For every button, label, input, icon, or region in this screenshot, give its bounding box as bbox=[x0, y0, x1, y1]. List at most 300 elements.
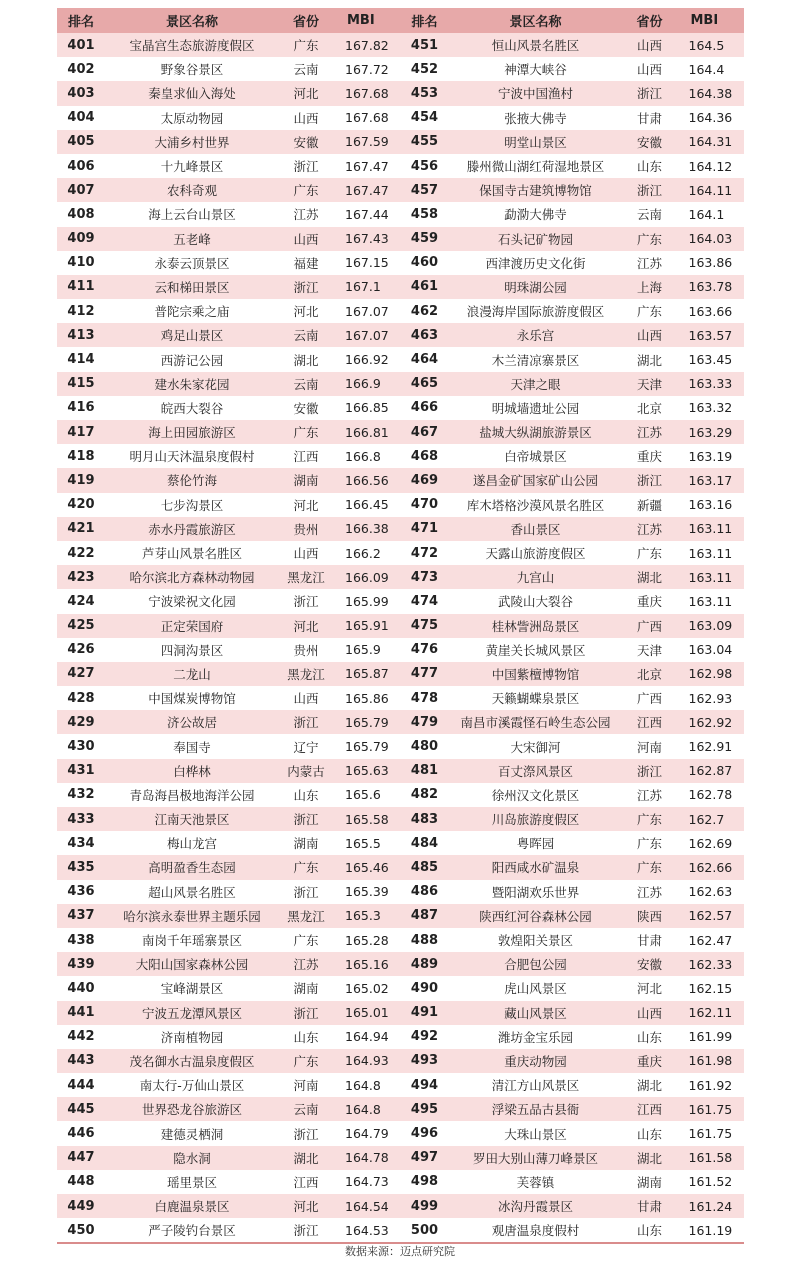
rank-left: 418 bbox=[57, 444, 105, 468]
province-left: 广东 bbox=[279, 420, 333, 444]
mbi-left: 166.38 bbox=[333, 517, 401, 541]
rank-right: 478 bbox=[401, 686, 449, 710]
mbi-left: 165.46 bbox=[333, 855, 401, 879]
rank-left: 449 bbox=[57, 1194, 105, 1218]
scenic-name-left: 建德灵栖洞 bbox=[105, 1121, 279, 1145]
province-right: 甘肃 bbox=[623, 928, 677, 952]
rank-right: 474 bbox=[401, 589, 449, 613]
scenic-name-left: 宁波梁祝文化园 bbox=[105, 589, 279, 613]
rank-left: 412 bbox=[57, 299, 105, 323]
mbi-left: 166.2 bbox=[333, 541, 401, 565]
header-province-left: 省份 bbox=[279, 8, 333, 33]
province-right: 江苏 bbox=[623, 420, 677, 444]
scenic-name-left: 赤水丹霞旅游区 bbox=[105, 517, 279, 541]
mbi-left: 164.94 bbox=[333, 1025, 401, 1049]
rank-right: 498 bbox=[401, 1170, 449, 1194]
province-left: 云南 bbox=[279, 57, 333, 81]
table-row bbox=[57, 323, 744, 347]
mbi-right: 161.52 bbox=[677, 1170, 745, 1194]
mbi-right: 162.33 bbox=[677, 952, 745, 976]
province-left: 安徽 bbox=[279, 396, 333, 420]
mbi-left: 164.79 bbox=[333, 1121, 401, 1145]
table-row bbox=[57, 154, 744, 178]
scenic-name-left: 鸡足山景区 bbox=[105, 323, 279, 347]
rank-left: 448 bbox=[57, 1170, 105, 1194]
rank-right: 480 bbox=[401, 734, 449, 758]
province-right: 广东 bbox=[623, 299, 677, 323]
scenic-name-right: 明城墙遗址公园 bbox=[449, 396, 623, 420]
province-right: 北京 bbox=[623, 662, 677, 686]
mbi-left: 164.54 bbox=[333, 1194, 401, 1218]
mbi-right: 162.57 bbox=[677, 904, 745, 928]
header-rank-right: 排名 bbox=[401, 8, 449, 33]
table-row bbox=[57, 347, 744, 371]
mbi-right: 162.98 bbox=[677, 662, 745, 686]
header-row bbox=[57, 8, 744, 33]
scenic-name-left: 梅山龙宫 bbox=[105, 831, 279, 855]
rank-left: 402 bbox=[57, 57, 105, 81]
province-right: 河南 bbox=[623, 734, 677, 758]
table-row bbox=[57, 1218, 744, 1243]
province-left: 河北 bbox=[279, 493, 333, 517]
mbi-right: 161.58 bbox=[677, 1146, 745, 1170]
province-right: 江西 bbox=[623, 710, 677, 734]
mbi-right: 164.4 bbox=[677, 57, 745, 81]
mbi-left: 167.47 bbox=[333, 178, 401, 202]
mbi-left: 165.99 bbox=[333, 589, 401, 613]
rank-right: 470 bbox=[401, 493, 449, 517]
table-row bbox=[57, 1049, 744, 1073]
scenic-name-right: 保国寺古建筑博物馆 bbox=[449, 178, 623, 202]
header-name-left: 景区名称 bbox=[105, 8, 279, 33]
scenic-name-left: 哈尔滨北方森林动物园 bbox=[105, 565, 279, 589]
scenic-name-left: 瑶里景区 bbox=[105, 1170, 279, 1194]
mbi-right: 162.47 bbox=[677, 928, 745, 952]
province-right: 甘肃 bbox=[623, 106, 677, 130]
province-left: 黑龙江 bbox=[279, 565, 333, 589]
province-right: 安徽 bbox=[623, 130, 677, 154]
scenic-name-left: 宁波五龙潭风景区 bbox=[105, 1001, 279, 1025]
rank-left: 417 bbox=[57, 420, 105, 444]
mbi-right: 162.78 bbox=[677, 783, 745, 807]
scenic-name-left: 世界恐龙谷旅游区 bbox=[105, 1097, 279, 1121]
rank-left: 441 bbox=[57, 1001, 105, 1025]
rank-right: 468 bbox=[401, 444, 449, 468]
scenic-name-right: 潍坊金宝乐园 bbox=[449, 1025, 623, 1049]
table-row bbox=[57, 734, 744, 758]
scenic-name-left: 建水朱家花园 bbox=[105, 372, 279, 396]
mbi-right: 164.31 bbox=[677, 130, 745, 154]
province-right: 湖北 bbox=[623, 1146, 677, 1170]
province-left: 浙江 bbox=[279, 807, 333, 831]
scenic-name-left: 济南植物园 bbox=[105, 1025, 279, 1049]
rank-left: 413 bbox=[57, 323, 105, 347]
rank-left: 424 bbox=[57, 589, 105, 613]
province-left: 湖南 bbox=[279, 468, 333, 492]
scenic-name-right: 大宋御河 bbox=[449, 734, 623, 758]
province-left: 河北 bbox=[279, 1194, 333, 1218]
mbi-right: 162.87 bbox=[677, 759, 745, 783]
scenic-name-right: 重庆动物园 bbox=[449, 1049, 623, 1073]
province-right: 江苏 bbox=[623, 783, 677, 807]
rank-right: 457 bbox=[401, 178, 449, 202]
province-left: 云南 bbox=[279, 1097, 333, 1121]
province-left: 河北 bbox=[279, 81, 333, 105]
rank-left: 411 bbox=[57, 275, 105, 299]
scenic-name-right: 清江方山风景区 bbox=[449, 1073, 623, 1097]
table-body bbox=[57, 33, 744, 1243]
mbi-right: 162.69 bbox=[677, 831, 745, 855]
scenic-name-left: 白桦林 bbox=[105, 759, 279, 783]
province-left: 云南 bbox=[279, 372, 333, 396]
mbi-right: 161.99 bbox=[677, 1025, 745, 1049]
scenic-name-left: 正定荣国府 bbox=[105, 614, 279, 638]
scenic-name-right: 百丈漈风景区 bbox=[449, 759, 623, 783]
scenic-name-right: 桂林訾洲岛景区 bbox=[449, 614, 623, 638]
scenic-name-left: 海上田园旅游区 bbox=[105, 420, 279, 444]
rank-left: 432 bbox=[57, 783, 105, 807]
mbi-left: 165.91 bbox=[333, 614, 401, 638]
province-left: 山西 bbox=[279, 686, 333, 710]
table-row bbox=[57, 33, 744, 57]
scenic-name-left: 宝晶宫生态旅游度假区 bbox=[105, 33, 279, 57]
mbi-right: 162.7 bbox=[677, 807, 745, 831]
scenic-name-left: 普陀宗乘之庙 bbox=[105, 299, 279, 323]
province-right: 湖南 bbox=[623, 1170, 677, 1194]
province-left: 山东 bbox=[279, 1025, 333, 1049]
rank-right: 452 bbox=[401, 57, 449, 81]
scenic-name-right: 暨阳湖欢乐世界 bbox=[449, 880, 623, 904]
province-left: 广东 bbox=[279, 33, 333, 57]
rank-left: 431 bbox=[57, 759, 105, 783]
rank-left: 406 bbox=[57, 154, 105, 178]
province-left: 浙江 bbox=[279, 275, 333, 299]
rank-left: 430 bbox=[57, 734, 105, 758]
rank-left: 428 bbox=[57, 686, 105, 710]
table-row bbox=[57, 759, 744, 783]
rank-right: 491 bbox=[401, 1001, 449, 1025]
province-right: 重庆 bbox=[623, 589, 677, 613]
scenic-name-right: 石头记矿物园 bbox=[449, 227, 623, 251]
table-row bbox=[57, 372, 744, 396]
mbi-right: 163.11 bbox=[677, 589, 745, 613]
scenic-name-right: 粤晖园 bbox=[449, 831, 623, 855]
province-left: 浙江 bbox=[279, 589, 333, 613]
scenic-name-right: 川岛旅游度假区 bbox=[449, 807, 623, 831]
table-row bbox=[57, 904, 744, 928]
mbi-left: 164.93 bbox=[333, 1049, 401, 1073]
province-left: 福建 bbox=[279, 251, 333, 275]
mbi-left: 167.07 bbox=[333, 323, 401, 347]
mbi-left: 167.44 bbox=[333, 202, 401, 226]
mbi-left: 165.6 bbox=[333, 783, 401, 807]
scenic-name-left: 野象谷景区 bbox=[105, 57, 279, 81]
table-row bbox=[57, 1073, 744, 1097]
province-right: 广东 bbox=[623, 855, 677, 879]
mbi-right: 164.1 bbox=[677, 202, 745, 226]
province-right: 江西 bbox=[623, 1097, 677, 1121]
scenic-name-right: 明珠湖公园 bbox=[449, 275, 623, 299]
scenic-name-left: 江南天池景区 bbox=[105, 807, 279, 831]
province-left: 贵州 bbox=[279, 517, 333, 541]
province-right: 重庆 bbox=[623, 1049, 677, 1073]
scenic-name-right: 香山景区 bbox=[449, 517, 623, 541]
rank-left: 442 bbox=[57, 1025, 105, 1049]
table-row bbox=[57, 1001, 744, 1025]
scenic-name-left: 五老峰 bbox=[105, 227, 279, 251]
table-row bbox=[57, 1121, 744, 1145]
province-right: 江苏 bbox=[623, 251, 677, 275]
mbi-left: 167.43 bbox=[333, 227, 401, 251]
rank-left: 433 bbox=[57, 807, 105, 831]
mbi-left: 165.3 bbox=[333, 904, 401, 928]
mbi-right: 161.98 bbox=[677, 1049, 745, 1073]
rank-left: 426 bbox=[57, 638, 105, 662]
province-right: 江苏 bbox=[623, 880, 677, 904]
rank-right: 463 bbox=[401, 323, 449, 347]
rank-right: 499 bbox=[401, 1194, 449, 1218]
rank-left: 409 bbox=[57, 227, 105, 251]
scenic-name-right: 明堂山景区 bbox=[449, 130, 623, 154]
data-source-note: 数据来源：迈点研究院 bbox=[345, 1245, 455, 1258]
province-right: 浙江 bbox=[623, 759, 677, 783]
province-left: 黑龙江 bbox=[279, 662, 333, 686]
province-right: 山西 bbox=[623, 57, 677, 81]
rank-right: 451 bbox=[401, 33, 449, 57]
scenic-name-left: 蔡伦竹海 bbox=[105, 468, 279, 492]
rank-right: 471 bbox=[401, 517, 449, 541]
province-left: 贵州 bbox=[279, 638, 333, 662]
province-right: 湖北 bbox=[623, 347, 677, 371]
mbi-left: 165.01 bbox=[333, 1001, 401, 1025]
mbi-right: 163.16 bbox=[677, 493, 745, 517]
mbi-right: 161.75 bbox=[677, 1097, 745, 1121]
province-left: 河南 bbox=[279, 1073, 333, 1097]
mbi-left: 166.9 bbox=[333, 372, 401, 396]
rank-left: 421 bbox=[57, 517, 105, 541]
rank-right: 488 bbox=[401, 928, 449, 952]
table-row bbox=[57, 106, 744, 130]
table-row bbox=[57, 1194, 744, 1218]
mbi-right: 163.33 bbox=[677, 372, 745, 396]
province-right: 新疆 bbox=[623, 493, 677, 517]
province-left: 山西 bbox=[279, 227, 333, 251]
rank-left: 425 bbox=[57, 614, 105, 638]
scenic-name-left: 高明盈香生态园 bbox=[105, 855, 279, 879]
scenic-name-left: 芦芽山风景名胜区 bbox=[105, 541, 279, 565]
scenic-name-left: 四洞沟景区 bbox=[105, 638, 279, 662]
table-row bbox=[57, 807, 744, 831]
scenic-name-right: 西津渡历史文化街 bbox=[449, 251, 623, 275]
province-right: 湖北 bbox=[623, 1073, 677, 1097]
mbi-left: 167.68 bbox=[333, 106, 401, 130]
rank-right: 472 bbox=[401, 541, 449, 565]
header-province-right: 省份 bbox=[623, 8, 677, 33]
rank-left: 447 bbox=[57, 1146, 105, 1170]
mbi-right: 164.11 bbox=[677, 178, 745, 202]
mbi-right: 162.91 bbox=[677, 734, 745, 758]
scenic-name-left: 青岛海昌极地海洋公园 bbox=[105, 783, 279, 807]
scenic-name-right: 中国紫檀博物馆 bbox=[449, 662, 623, 686]
rank-left: 410 bbox=[57, 251, 105, 275]
rank-left: 414 bbox=[57, 347, 105, 371]
scenic-name-right: 浮梁五品古县衙 bbox=[449, 1097, 623, 1121]
province-left: 江苏 bbox=[279, 952, 333, 976]
table-row bbox=[57, 662, 744, 686]
rank-right: 460 bbox=[401, 251, 449, 275]
scenic-name-right: 黄崖关长城风景区 bbox=[449, 638, 623, 662]
scenic-name-left: 七步沟景区 bbox=[105, 493, 279, 517]
province-left: 湖北 bbox=[279, 1146, 333, 1170]
rank-right: 494 bbox=[401, 1073, 449, 1097]
province-right: 上海 bbox=[623, 275, 677, 299]
scenic-name-left: 隐水洞 bbox=[105, 1146, 279, 1170]
table-row bbox=[57, 541, 744, 565]
rank-right: 465 bbox=[401, 372, 449, 396]
rank-right: 458 bbox=[401, 202, 449, 226]
mbi-left: 165.79 bbox=[333, 710, 401, 734]
rank-right: 473 bbox=[401, 565, 449, 589]
table-row bbox=[57, 638, 744, 662]
mbi-left: 165.87 bbox=[333, 662, 401, 686]
scenic-name-right: 神潭大峡谷 bbox=[449, 57, 623, 81]
mbi-right: 163.32 bbox=[677, 396, 745, 420]
rank-right: 477 bbox=[401, 662, 449, 686]
header-name-right: 景区名称 bbox=[449, 8, 623, 33]
mbi-right: 163.04 bbox=[677, 638, 745, 662]
scenic-name-right: 芙蓉镇 bbox=[449, 1170, 623, 1194]
scenic-name-left: 中国煤炭博物馆 bbox=[105, 686, 279, 710]
mbi-left: 165.5 bbox=[333, 831, 401, 855]
mbi-right: 162.93 bbox=[677, 686, 745, 710]
table-row bbox=[57, 251, 744, 275]
scenic-name-right: 宁波中国渔村 bbox=[449, 81, 623, 105]
scenic-name-right: 天露山旅游度假区 bbox=[449, 541, 623, 565]
province-right: 北京 bbox=[623, 396, 677, 420]
province-left: 浙江 bbox=[279, 1218, 333, 1243]
scenic-name-right: 浪漫海岸国际旅游度假区 bbox=[449, 299, 623, 323]
mbi-right: 162.66 bbox=[677, 855, 745, 879]
province-right: 山西 bbox=[623, 1001, 677, 1025]
rank-left: 419 bbox=[57, 468, 105, 492]
rank-right: 497 bbox=[401, 1146, 449, 1170]
rank-left: 427 bbox=[57, 662, 105, 686]
rank-left: 401 bbox=[57, 33, 105, 57]
table-row bbox=[57, 444, 744, 468]
scenic-name-left: 农科奇观 bbox=[105, 178, 279, 202]
table-row bbox=[57, 710, 744, 734]
rank-right: 464 bbox=[401, 347, 449, 371]
scenic-name-right: 盐城大纵湖旅游景区 bbox=[449, 420, 623, 444]
mbi-left: 165.9 bbox=[333, 638, 401, 662]
province-left: 河北 bbox=[279, 614, 333, 638]
mbi-right: 162.63 bbox=[677, 880, 745, 904]
rank-right: 476 bbox=[401, 638, 449, 662]
scenic-name-left: 宝峰湖景区 bbox=[105, 976, 279, 1000]
mbi-right: 162.11 bbox=[677, 1001, 745, 1025]
mbi-left: 167.1 bbox=[333, 275, 401, 299]
rank-left: 423 bbox=[57, 565, 105, 589]
scenic-name-right: 罗田大别山薄刀峰景区 bbox=[449, 1146, 623, 1170]
scenic-name-right: 徐州汉文化景区 bbox=[449, 783, 623, 807]
table-row bbox=[57, 928, 744, 952]
rank-right: 492 bbox=[401, 1025, 449, 1049]
rank-left: 416 bbox=[57, 396, 105, 420]
table-row bbox=[57, 976, 744, 1000]
province-right: 江苏 bbox=[623, 517, 677, 541]
province-right: 山西 bbox=[623, 33, 677, 57]
mbi-left: 165.58 bbox=[333, 807, 401, 831]
mbi-right: 161.24 bbox=[677, 1194, 745, 1218]
mbi-left: 164.8 bbox=[333, 1073, 401, 1097]
mbi-left: 165.79 bbox=[333, 734, 401, 758]
mbi-left: 167.59 bbox=[333, 130, 401, 154]
mbi-left: 164.53 bbox=[333, 1218, 401, 1243]
province-left: 浙江 bbox=[279, 880, 333, 904]
rank-right: 466 bbox=[401, 396, 449, 420]
table-row bbox=[57, 420, 744, 444]
table-row bbox=[57, 880, 744, 904]
scenic-name-right: 库木塔格沙漠风景名胜区 bbox=[449, 493, 623, 517]
province-left: 安徽 bbox=[279, 130, 333, 154]
table-row bbox=[57, 57, 744, 81]
mbi-right: 163.11 bbox=[677, 517, 745, 541]
mbi-right: 164.5 bbox=[677, 33, 745, 57]
mbi-left: 165.63 bbox=[333, 759, 401, 783]
scenic-name-right: 恒山风景名胜区 bbox=[449, 33, 623, 57]
mbi-left: 166.09 bbox=[333, 565, 401, 589]
mbi-right: 164.03 bbox=[677, 227, 745, 251]
province-left: 山东 bbox=[279, 783, 333, 807]
rank-left: 407 bbox=[57, 178, 105, 202]
mbi-right: 163.11 bbox=[677, 541, 745, 565]
province-left: 广东 bbox=[279, 1049, 333, 1073]
table-row bbox=[57, 952, 744, 976]
mbi-left: 167.07 bbox=[333, 299, 401, 323]
province-right: 广西 bbox=[623, 686, 677, 710]
scenic-name-right: 藏山风景区 bbox=[449, 1001, 623, 1025]
mbi-left: 166.8 bbox=[333, 444, 401, 468]
rank-right: 483 bbox=[401, 807, 449, 831]
province-right: 浙江 bbox=[623, 468, 677, 492]
mbi-right: 162.15 bbox=[677, 976, 745, 1000]
rank-left: 443 bbox=[57, 1049, 105, 1073]
province-right: 广东 bbox=[623, 807, 677, 831]
mbi-left: 164.73 bbox=[333, 1170, 401, 1194]
scenic-name-right: 阳西咸水矿温泉 bbox=[449, 855, 623, 879]
rank-left: 440 bbox=[57, 976, 105, 1000]
rank-right: 487 bbox=[401, 904, 449, 928]
rank-right: 479 bbox=[401, 710, 449, 734]
scenic-name-right: 观唐温泉度假村 bbox=[449, 1218, 623, 1243]
rank-left: 434 bbox=[57, 831, 105, 855]
province-left: 湖南 bbox=[279, 976, 333, 1000]
table-row bbox=[57, 517, 744, 541]
mbi-left: 165.28 bbox=[333, 928, 401, 952]
table-row bbox=[57, 202, 744, 226]
province-right: 天津 bbox=[623, 638, 677, 662]
rank-right: 453 bbox=[401, 81, 449, 105]
province-right: 天津 bbox=[623, 372, 677, 396]
province-right: 湖北 bbox=[623, 565, 677, 589]
scenic-name-right: 天籁蝴蝶泉景区 bbox=[449, 686, 623, 710]
rank-right: 489 bbox=[401, 952, 449, 976]
table-row bbox=[57, 468, 744, 492]
rank-right: 485 bbox=[401, 855, 449, 879]
rank-left: 415 bbox=[57, 372, 105, 396]
rank-right: 461 bbox=[401, 275, 449, 299]
scenic-name-right: 永乐宫 bbox=[449, 323, 623, 347]
